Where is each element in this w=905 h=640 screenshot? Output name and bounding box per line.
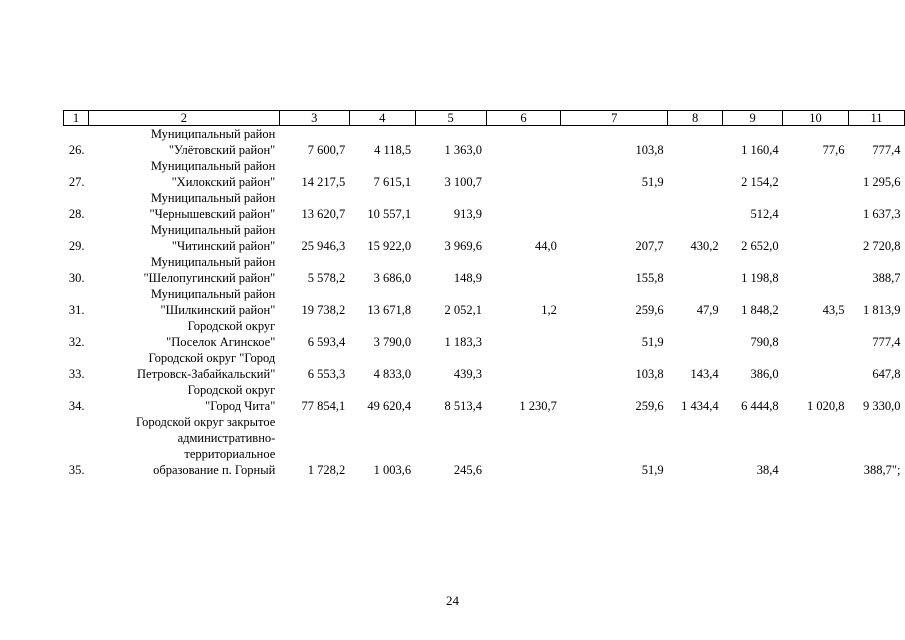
row-number: 26. <box>68 143 85 157</box>
value-col-11: 2 720,8 <box>863 239 901 253</box>
budget-table <box>63 110 905 478</box>
value-col-8 <box>668 126 723 159</box>
value-col-9: 1 198,8 <box>741 271 779 285</box>
value-col-8 <box>668 158 723 190</box>
municipality-name-line: Муниципальный район <box>150 255 276 269</box>
municipality-name <box>88 190 279 222</box>
value-col-10 <box>783 190 849 222</box>
value-col-3: 14 217,5 <box>301 175 346 189</box>
municipality-name-line: "Улётовский район" <box>168 143 276 157</box>
value-col-11: 777,4 <box>872 335 901 349</box>
municipality-name <box>88 158 279 190</box>
value-col-5: 1 363,0 <box>444 143 483 157</box>
municipality-name-line: "Хилокский район" <box>171 175 276 189</box>
value-col-6 <box>486 350 561 382</box>
value-col-10 <box>783 254 849 286</box>
value-col-5: 3 100,7 <box>444 175 483 189</box>
table-body <box>64 126 905 479</box>
municipality-name-line: "Шилкинский район" <box>160 303 276 317</box>
header-col-9: 9 <box>723 111 783 126</box>
row-number: 31. <box>68 303 85 317</box>
municipality-name <box>88 414 279 478</box>
value-col-3: 6 553,3 <box>307 367 346 381</box>
value-col-6 <box>486 190 561 222</box>
value-col-9: 6 444,8 <box>741 399 779 413</box>
municipality-name-line: Муниципальный район <box>150 127 276 141</box>
header-col-6: 6 <box>486 111 561 126</box>
municipality-name-line: административно- <box>177 431 276 445</box>
municipality-name-line: Городской округ <box>187 383 276 397</box>
table-row <box>64 158 905 190</box>
value-col-7: 51,9 <box>641 463 664 477</box>
table-row <box>64 126 905 159</box>
table-row <box>64 286 905 318</box>
municipality-name-line: "Шелопугинский район" <box>143 271 276 285</box>
municipality-name-line: Муниципальный район <box>150 159 276 173</box>
value-col-11: 388,7"; <box>863 463 901 477</box>
value-col-7: 259,6 <box>635 399 664 413</box>
table-row <box>64 254 905 286</box>
value-col-3: 1 728,2 <box>307 463 346 477</box>
value-col-9: 1 848,2 <box>741 303 779 317</box>
municipality-name-line: "Чернышевский район" <box>149 207 276 221</box>
value-col-8 <box>668 190 723 222</box>
row-number: 29. <box>68 239 85 253</box>
municipality-name-line: "Читинский район" <box>171 239 276 253</box>
value-col-7: 103,8 <box>635 143 664 157</box>
value-col-7: 51,9 <box>641 175 664 189</box>
municipality-name-line: Городской округ закрытое <box>136 415 276 429</box>
value-col-11: 1 295,6 <box>863 175 901 189</box>
table-row <box>64 382 905 414</box>
value-col-11: 777,4 <box>872 143 901 157</box>
municipality-name <box>88 318 279 350</box>
table-row <box>64 414 905 478</box>
page-number: 24 <box>446 593 459 608</box>
value-col-4: 15 922,0 <box>367 239 412 253</box>
value-col-6 <box>486 254 561 286</box>
value-col-10 <box>783 158 849 190</box>
row-number: 30. <box>68 271 85 285</box>
value-col-9: 1 160,4 <box>741 143 779 157</box>
value-col-7: 207,7 <box>635 239 664 253</box>
value-col-11: 647,8 <box>872 367 901 381</box>
header-col-10: 10 <box>783 111 849 126</box>
header-col-1: 1 <box>64 111 89 126</box>
municipality-name-line: Городской округ "Город <box>148 351 276 365</box>
municipality-name-line: Городской округ <box>187 319 276 333</box>
value-col-3: 13 620,7 <box>301 207 346 221</box>
municipality-name-line: Муниципальный район <box>150 287 276 301</box>
table-row <box>64 318 905 350</box>
municipality-name <box>88 126 279 159</box>
value-col-3: 5 578,2 <box>307 271 346 285</box>
value-col-8 <box>668 254 723 286</box>
value-col-10: 1 020,8 <box>806 399 845 413</box>
value-col-6: 44,0 <box>535 239 557 253</box>
value-col-4: 4 118,5 <box>374 143 412 157</box>
value-col-11: 1 637,3 <box>863 207 901 221</box>
value-col-4: 4 833,0 <box>373 367 412 381</box>
value-col-8: 143,4 <box>690 367 719 381</box>
value-col-11: 388,7 <box>872 271 901 285</box>
header-col-3: 3 <box>279 111 349 126</box>
municipality-name-line: Муниципальный район <box>150 191 276 205</box>
value-col-5: 245,6 <box>453 463 483 477</box>
value-col-3: 25 946,3 <box>301 239 346 253</box>
municipality-name <box>88 350 279 382</box>
municipality-name <box>88 382 279 414</box>
value-col-7: 259,6 <box>635 303 664 317</box>
value-col-3: 77 854,1 <box>301 399 346 413</box>
value-col-9: 386,0 <box>750 367 779 381</box>
column-number-header <box>64 111 905 126</box>
value-col-5: 1 183,3 <box>444 335 483 349</box>
row-number: 35. <box>68 463 85 477</box>
value-col-11: 1 813,9 <box>863 303 901 317</box>
row-number: 28. <box>68 207 85 221</box>
value-col-6 <box>486 318 561 350</box>
value-col-5: 439,3 <box>453 367 483 381</box>
value-col-10: 77,6 <box>822 143 845 157</box>
header-col-4: 4 <box>349 111 415 126</box>
value-col-5: 148,9 <box>453 271 483 285</box>
value-col-7: 51,9 <box>641 335 664 349</box>
value-col-5: 8 513,4 <box>444 399 483 413</box>
value-col-6 <box>486 158 561 190</box>
municipality-name-line: образование п. Горный <box>153 463 276 477</box>
value-col-4: 3 790,0 <box>373 335 412 349</box>
value-col-10 <box>783 222 849 254</box>
municipality-name-line: Муниципальный район <box>150 223 276 237</box>
value-col-8 <box>668 318 723 350</box>
value-col-3: 19 738,2 <box>301 303 346 317</box>
municipality-name-line: Петровск-Забайкальский" <box>137 367 276 381</box>
value-col-4: 13 671,8 <box>367 303 412 317</box>
value-col-7: 103,8 <box>635 367 664 381</box>
value-col-4: 1 003,6 <box>373 463 412 477</box>
municipality-name-line: территориальное <box>184 447 276 461</box>
value-col-6 <box>486 126 561 159</box>
value-col-4: 3 686,0 <box>373 271 412 285</box>
municipality-name <box>88 286 279 318</box>
header-col-7: 7 <box>561 111 668 126</box>
value-col-11: 9 330,0 <box>863 399 901 413</box>
value-col-7 <box>561 190 668 222</box>
value-col-8: 47,9 <box>696 303 719 317</box>
value-col-4: 10 557,1 <box>367 207 412 221</box>
value-col-9: 2 154,2 <box>741 175 779 189</box>
table-row <box>64 222 905 254</box>
value-col-10 <box>783 414 849 478</box>
header-col-2: 2 <box>88 111 279 126</box>
value-col-8: 1 434,4 <box>681 399 719 413</box>
table-row <box>64 350 905 382</box>
row-number: 33. <box>68 367 85 381</box>
value-col-3: 7 600,7 <box>307 143 346 157</box>
value-col-8 <box>668 414 723 478</box>
value-col-4: 49 620,4 <box>367 399 412 413</box>
municipality-name <box>88 222 279 254</box>
municipality-name <box>88 254 279 286</box>
municipality-name-line: "Поселок Агинское" <box>166 335 276 349</box>
value-col-9: 790,8 <box>750 335 779 349</box>
header-col-8: 8 <box>668 111 723 126</box>
value-col-10 <box>783 350 849 382</box>
value-col-4: 7 615,1 <box>373 175 412 189</box>
value-col-10: 43,5 <box>822 303 845 317</box>
value-col-9: 38,4 <box>756 463 779 477</box>
value-col-6: 1 230,7 <box>519 399 557 413</box>
value-col-6: 1,2 <box>541 303 557 317</box>
value-col-5: 2 052,1 <box>444 303 483 317</box>
value-col-6 <box>486 414 561 478</box>
value-col-9: 2 652,0 <box>741 239 779 253</box>
header-col-5: 5 <box>415 111 486 126</box>
row-number: 27. <box>68 175 85 189</box>
value-col-5: 913,9 <box>453 207 483 221</box>
table-row <box>64 190 905 222</box>
value-col-10 <box>783 318 849 350</box>
value-col-3: 6 593,4 <box>307 335 346 349</box>
value-col-9: 512,4 <box>750 207 779 221</box>
header-col-11: 11 <box>848 111 904 126</box>
municipality-name-line: "Город Чита" <box>205 399 276 413</box>
value-col-7: 155,8 <box>635 271 664 285</box>
row-number: 32. <box>68 335 85 349</box>
value-col-8: 430,2 <box>690 239 719 253</box>
value-col-5: 3 969,6 <box>444 239 483 253</box>
row-number: 34. <box>68 399 85 413</box>
